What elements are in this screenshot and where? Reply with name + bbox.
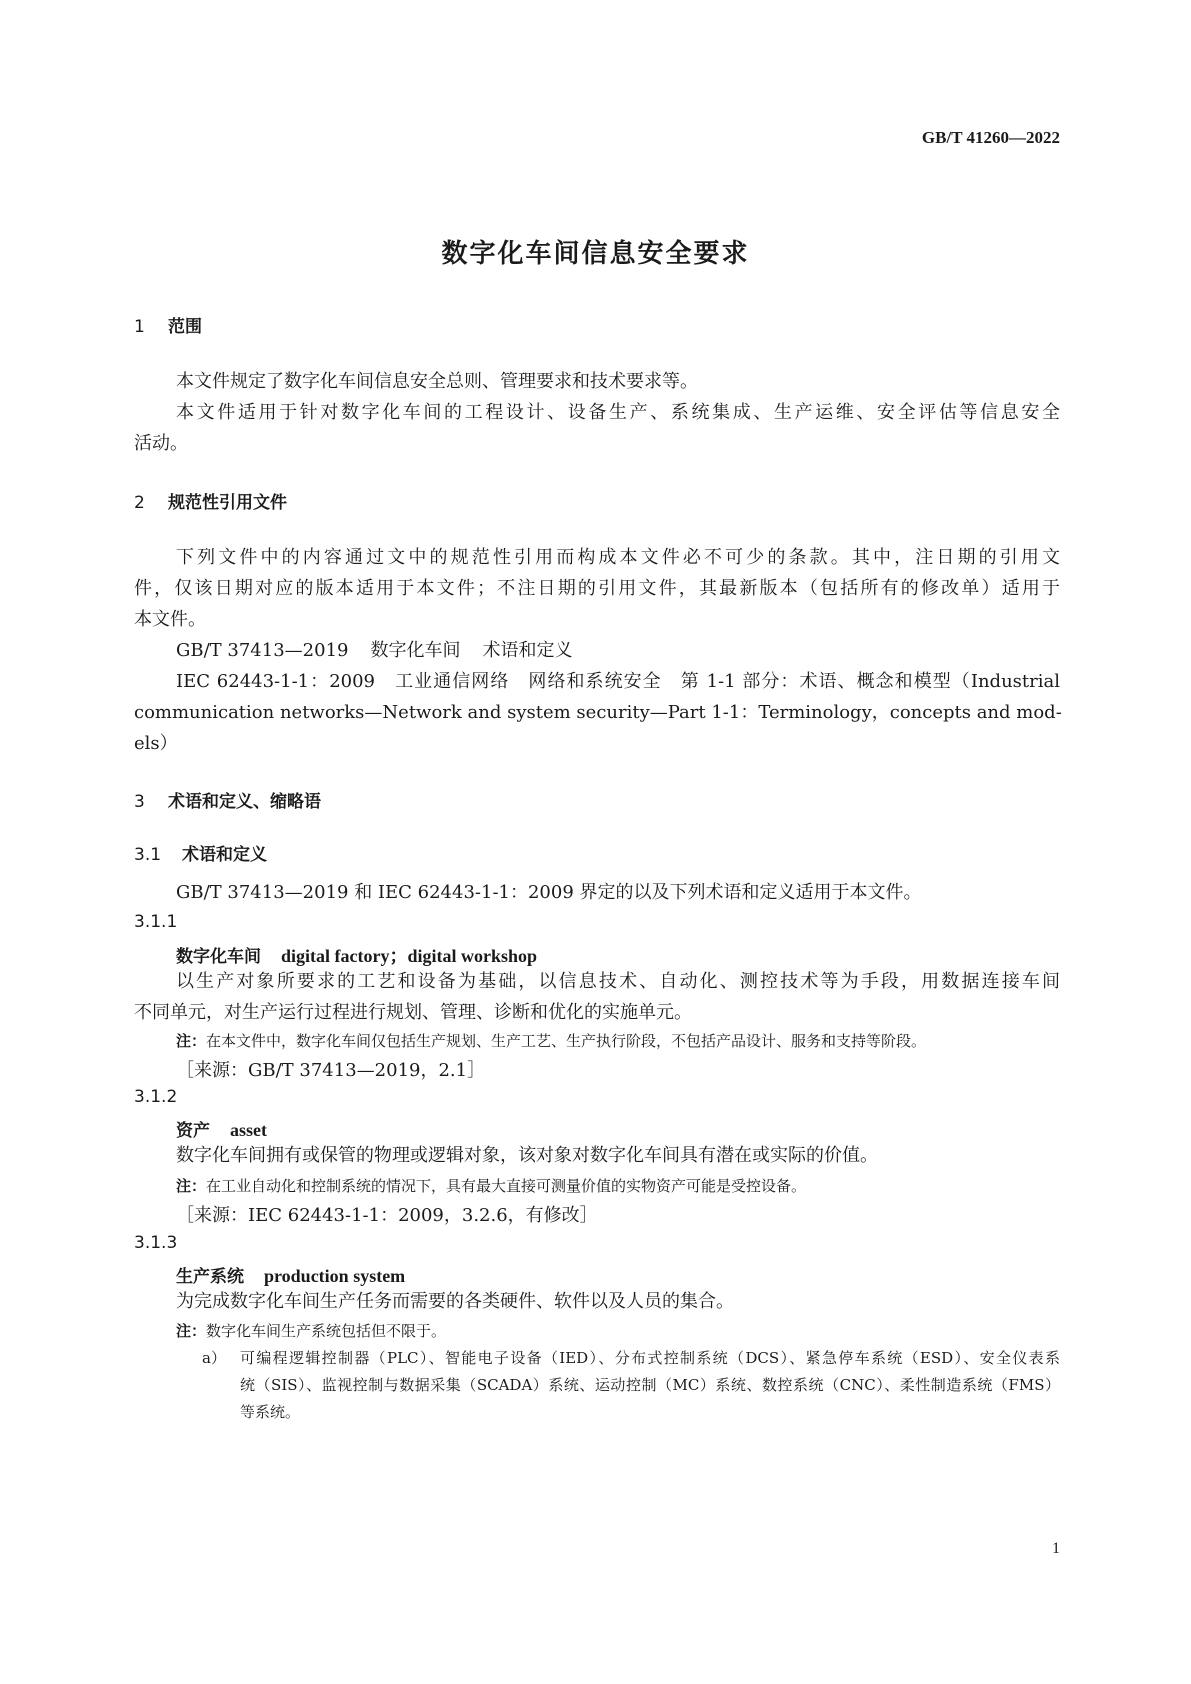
term-heading xyxy=(176,1262,405,1287)
note-text: 在工业自动化和控制系统的情况下，具有最大直接可测量价值的实物资产可能是受控设备。 xyxy=(206,1177,807,1195)
note-text: 在本文件中，数字化车间仅包括生产规划、生产工艺、生产执行阶段，不包括产品设计、服务和支持等阶段。 xyxy=(206,1032,927,1050)
term-source: ［来源：IEC 62443-1-1：2009，3.2.6，有修改］ xyxy=(176,1205,598,1226)
document-title: 数字化车间信息安全要求 xyxy=(441,239,750,269)
reference-title: 术语和定义 xyxy=(482,640,573,661)
term-note xyxy=(176,1030,926,1051)
term-number: 3.1.1 xyxy=(134,912,178,932)
normative-reference-2-continued: communication networks—Network and system security—Part 1-1：Terminology，concepts and mod- xyxy=(134,702,1062,723)
section-title: 规范性引用文件 xyxy=(168,493,287,513)
section-title: 范围 xyxy=(168,317,202,337)
note-label: 注： xyxy=(176,1032,207,1050)
term-definition: 数字化车间拥有或保管的物理或逻辑对象，该对象对数字化车间具有潜在或实际的价值。 xyxy=(176,1145,878,1166)
standard-number: GB/T 41260—2022 xyxy=(921,128,1060,147)
term-note xyxy=(176,1320,446,1341)
note-label: 注： xyxy=(176,1322,207,1340)
paragraph: GB/T 37413—2019 和 IEC 62443-1-1：2009 界定的以及下列术语和定义适用于本文件。 xyxy=(176,882,922,903)
list-item-continued: 等系统。 xyxy=(240,1403,301,1421)
term-number: 3.1.3 xyxy=(134,1233,178,1253)
subsection-title: 术语和定义 xyxy=(182,845,267,865)
term-definition: 为完成数字化车间生产任务而需要的各类硬件、软件以及人员的集合。 xyxy=(176,1291,734,1312)
reference-code: GB/T 37413—2019 xyxy=(176,640,349,661)
term-heading xyxy=(176,1116,267,1141)
term-zh: 数字化车间 xyxy=(176,947,261,967)
paragraph-continued: 活动。 xyxy=(134,433,188,454)
note-label: 注： xyxy=(176,1177,207,1195)
note-text: 数字化车间生产系统包括但不限于。 xyxy=(206,1322,447,1340)
section-number: 3 xyxy=(134,792,145,812)
section-number: 1 xyxy=(134,317,145,337)
term-source: ［来源：GB/T 37413—2019，2.1］ xyxy=(176,1060,486,1081)
page-number: 1 xyxy=(1052,1540,1060,1557)
section-title: 术语和定义、缩略语 xyxy=(168,792,321,812)
term-en: digital factory；digital workshop xyxy=(281,946,538,966)
term-heading xyxy=(176,942,537,968)
subsection-3-1-heading xyxy=(134,840,267,865)
list-item: 可编程逻辑控制器（PLC）、智能电子设备（IED）、分布式控制系统（DCS）、紧急停车系统（ESD）、安全仪表系 xyxy=(240,1349,1060,1367)
term-zh: 资产 xyxy=(176,1121,210,1141)
term-en: production system xyxy=(264,1266,406,1286)
term-definition: 以生产对象所要求的工艺和设备为基础，以信息技术、自动化、测控技术等为手段，用数据连接车间 xyxy=(176,971,1060,992)
section-2-heading xyxy=(134,488,287,513)
normative-reference-2: IEC 62443-1-1：2009 工业通信网络 网络和系统安全 第 1-1 部分：术语、概念和模型（Industrial xyxy=(176,671,1060,692)
section-1-heading xyxy=(134,312,202,337)
normative-reference-2-continued: els） xyxy=(134,733,178,754)
term-note xyxy=(176,1175,806,1196)
term-en: asset xyxy=(230,1120,267,1140)
reference-title: 数字化车间 xyxy=(370,640,461,661)
paragraph: 本文件规定了数字化车间信息安全总则、管理要求和技术要求等。 xyxy=(176,371,698,392)
paragraph-continued: 本文件。 xyxy=(134,609,206,630)
term-definition-continued: 不同单元，对生产运行过程进行规划、管理、诊断和优化的实施单元。 xyxy=(134,1002,692,1023)
paragraph: 下列文件中的内容通过文中的规范性引用而构成本文件必不可少的条款。其中，注日期的引用文 xyxy=(176,547,1060,568)
section-3-heading xyxy=(134,787,321,812)
paragraph-continued: 件，仅该日期对应的版本适用于本文件；不注日期的引用文件，其最新版本（包括所有的修改单）适用于 xyxy=(134,578,1060,599)
subsection-number: 3.1 xyxy=(134,845,162,865)
section-number: 2 xyxy=(134,493,145,513)
term-number: 3.1.2 xyxy=(134,1087,178,1107)
list-item-marker: a） xyxy=(202,1349,226,1367)
normative-reference-1 xyxy=(176,635,572,666)
list-item-continued: 统（SIS）、监视控制与数据采集（SCADA）系统、运动控制（MC）系统、数控系统（CNC）、柔性制造系统（FMS） xyxy=(240,1376,1060,1394)
paragraph: 本文件适用于针对数字化车间的工程设计、设备生产、系统集成、生产运维、安全评估等信息安全 xyxy=(176,402,1060,423)
term-zh: 生产系统 xyxy=(176,1267,244,1287)
